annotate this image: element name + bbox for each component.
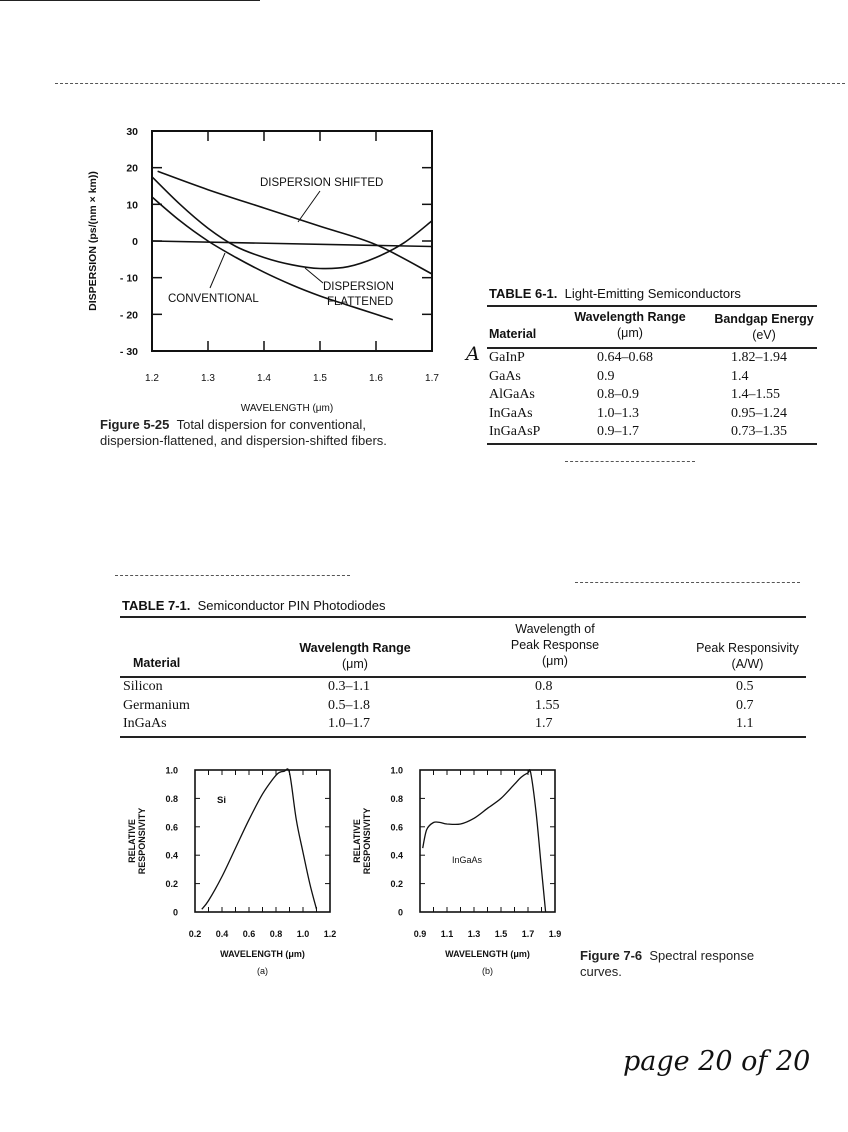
y-tick-label: 0	[397, 907, 403, 918]
y-tick-label: 0.2	[165, 879, 178, 890]
y-tick-label: 0	[172, 907, 178, 918]
table-row	[487, 368, 817, 387]
x-tick-label: 1.3	[201, 373, 215, 384]
figure-5-25-caption-line2: dispersion-flattened, and dispersion-shifted fibers.	[100, 433, 387, 448]
cell-material: GaAs	[489, 368, 521, 384]
table-row	[487, 405, 817, 424]
x-tick-label: 0.4	[215, 929, 229, 939]
series-line-2	[152, 177, 432, 269]
cell-material: InGaAsP	[489, 424, 541, 439]
y-tick-label: 1.0	[390, 765, 403, 776]
leader-line	[305, 268, 323, 283]
cell-range: 0.5–1.8	[328, 697, 370, 713]
table-7-1-label: TABLE 7-1.	[122, 598, 191, 613]
annotation-conventional: CONVENTIONAL	[168, 293, 259, 305]
table-7-1-header-peak-line3: (μm)	[542, 654, 568, 668]
y-axis-label-line2: RESPONSIVITY	[362, 807, 372, 875]
table-7-1-title-text: Semiconductor PIN Photodiodes	[197, 598, 386, 613]
cell-range: 1.0–1.3	[597, 405, 639, 421]
scan-mark-left	[115, 575, 350, 576]
y-tick-label: - 20	[119, 309, 138, 322]
plot-frame	[195, 770, 330, 912]
y-tick-label: 10	[126, 199, 138, 212]
y-axis-label-line2: RESPONSIVITY	[137, 807, 147, 875]
y-tick-label: 0	[132, 236, 138, 248]
y-tick-label: 30	[126, 126, 138, 138]
plot-frame	[420, 770, 555, 912]
x-tick-label: 1.2	[145, 373, 159, 384]
annotation-dispersion-shifted: DISPERSION SHIFTED	[260, 177, 384, 189]
figure-7-6-panel-a	[120, 758, 355, 988]
cell-range: 0.64–0.68	[597, 350, 653, 365]
table-6-1-label: TABLE 6-1.	[489, 286, 558, 301]
cell-material: AlGaAs	[489, 387, 535, 402]
table-row	[487, 386, 817, 405]
x-axis-label: WAVELENGTH (μm)	[240, 403, 334, 414]
table-7-1-body	[120, 678, 806, 734]
cell-energy: 1.4	[731, 368, 749, 384]
x-axis-label: WAVELENGTH (μm)	[445, 949, 530, 959]
responsivity-curve	[423, 770, 546, 912]
page-number-note: page 20 of 20	[623, 1046, 811, 1077]
table-7-1-header-peak-line2: Peak Response	[510, 638, 600, 652]
cell-material: InGaAs	[489, 405, 533, 421]
table-7-1-header-resp-line2: (A/W)	[731, 657, 764, 671]
table-7-1-header-responsivity	[680, 640, 815, 672]
x-tick-label: 0.2	[188, 929, 202, 939]
y-tick-label: 0.8	[390, 793, 403, 804]
y-axis-label: DISPERSION (ps/(nm × km))	[87, 171, 99, 311]
y-tick-label: 0.6	[390, 822, 403, 833]
y-axis-label-line1: RELATIVE	[352, 819, 362, 863]
figure-7-6-caption-line2: curves.	[580, 964, 622, 979]
cell-range: 0.3–1.1	[328, 679, 370, 694]
cell-material: Silicon	[123, 679, 163, 694]
cell-energy: 0.95–1.24	[731, 405, 787, 421]
figure-5-25-caption	[100, 417, 445, 449]
series-label-ingaas: InGaAs	[452, 855, 483, 865]
table-6-1-top-rule	[487, 305, 817, 307]
y-tick-label: 0.2	[390, 879, 403, 890]
figure-5-25-label: Figure 5-25	[100, 417, 170, 432]
figure-7-6-label: Figure 7-6	[580, 948, 643, 963]
table-6-1-header-energy-line1: Bandgap Energy	[714, 312, 814, 326]
table-row	[120, 678, 806, 697]
y-tick-label: 0.4	[165, 850, 178, 861]
margin-mark: A	[466, 343, 480, 365]
table-6-1-title-text: Light-Emitting Semiconductors	[564, 286, 741, 301]
table-7-1-top-rule	[120, 616, 806, 618]
table-6-1-bottom-rule	[487, 443, 817, 445]
x-tick-label: 1.6	[369, 373, 383, 384]
leader-line	[298, 191, 320, 222]
table-row	[120, 697, 806, 716]
cell-peak: 1.55	[535, 697, 560, 713]
y-tick-label: 0.8	[165, 793, 178, 804]
responsivity-curve	[202, 769, 317, 909]
annotation-flattened: FLATTENED	[327, 296, 394, 308]
x-tick-label: 1.5	[313, 373, 327, 384]
y-tick-label: - 30	[119, 346, 138, 358]
x-tick-label: 1.3	[467, 929, 481, 939]
cell-energy: 0.73–1.35	[731, 424, 787, 439]
table-6-1-header-range	[560, 309, 700, 341]
figure-7-6-panel-b	[345, 758, 575, 988]
cell-material: GaInP	[489, 350, 525, 365]
panel-label: (b)	[482, 966, 493, 976]
x-tick-label: 1.4	[257, 373, 271, 384]
table-6-1-header-energy-line2: (eV)	[752, 328, 776, 342]
cell-responsivity: 0.7	[736, 697, 754, 713]
table-6-1-header-material: Material	[489, 327, 537, 341]
table-7-1-header-peak-line1: Wavelength of	[515, 622, 595, 636]
table-6-1-title	[489, 286, 741, 301]
cell-range: 0.8–0.9	[597, 387, 639, 402]
x-tick-label: 1.0	[296, 929, 310, 939]
table-6-1-header-range-line2: (μm)	[617, 326, 643, 340]
x-tick-label: 1.7	[521, 929, 535, 939]
table-7-1-header-range-line1: Wavelength Range	[299, 641, 411, 655]
leader-line	[210, 253, 225, 288]
table-7-1-header-resp-line1: Peak Responsivity	[696, 641, 799, 655]
scan-mark-table-6-1	[565, 461, 695, 462]
cell-material: Germanium	[123, 697, 190, 713]
plot-frame	[152, 131, 432, 351]
table-7-1-header-peak	[480, 621, 630, 669]
x-tick-label: 1.5	[494, 929, 508, 939]
figure-7-6-caption-line1: Spectral response	[649, 948, 755, 963]
cell-material: InGaAs	[123, 716, 167, 731]
top-scan-line	[0, 0, 260, 1]
figure-5-25-caption-line1: Total dispersion for conventional,	[176, 417, 366, 432]
table-7-1-header-range-line2: (μm)	[342, 657, 368, 671]
x-tick-label: 1.7	[425, 373, 439, 384]
table-7-1-bottom-rule	[120, 736, 806, 738]
figure-5-25-chart	[80, 118, 450, 418]
table-7-1-header-range	[280, 640, 430, 672]
cell-range: 0.9–1.7	[597, 424, 639, 439]
cell-responsivity: 1.1	[736, 716, 754, 731]
cell-responsivity: 0.5	[736, 679, 754, 694]
cell-range: 0.9	[597, 368, 615, 384]
cell-peak: 0.8	[535, 679, 553, 694]
y-tick-label: - 10	[119, 272, 138, 285]
series-line-4	[152, 241, 432, 247]
x-tick-label: 0.8	[269, 929, 283, 939]
annotation-dispersion: DISPERSION	[323, 281, 394, 293]
table-row	[120, 715, 806, 734]
y-tick-label: 1.0	[165, 765, 178, 776]
cell-peak: 1.7	[535, 716, 553, 731]
y-tick-label: 0.6	[165, 822, 178, 833]
x-tick-label: 0.6	[242, 929, 256, 939]
series-label-si: Si	[217, 795, 226, 806]
x-axis-label: WAVELENGTH (μm)	[220, 949, 305, 959]
table-row	[487, 349, 817, 368]
y-tick-label: 20	[126, 162, 138, 175]
cell-energy: 1.4–1.55	[731, 387, 780, 402]
table-6-1-header-range-line1: Wavelength Range	[574, 310, 686, 324]
header-separator	[55, 83, 845, 84]
scan-mark-right	[575, 582, 800, 583]
x-tick-label: 1.9	[548, 929, 562, 939]
table-6-1-body	[487, 349, 817, 442]
table-7-1-header-material: Material	[133, 656, 181, 670]
figure-7-6-caption	[580, 948, 800, 980]
y-axis-label-line1: RELATIVE	[127, 819, 137, 863]
cell-range: 1.0–1.7	[328, 716, 370, 731]
table-7-1-title	[122, 598, 386, 613]
y-tick-label: 0.4	[390, 850, 403, 861]
panel-label: (a)	[257, 966, 268, 976]
x-tick-label: 0.9	[413, 929, 427, 939]
table-row	[487, 423, 817, 442]
cell-energy: 1.82–1.94	[731, 350, 787, 365]
x-tick-label: 1.2	[323, 929, 337, 939]
x-tick-label: 1.1	[440, 929, 454, 939]
table-6-1-header-energy	[708, 311, 820, 343]
